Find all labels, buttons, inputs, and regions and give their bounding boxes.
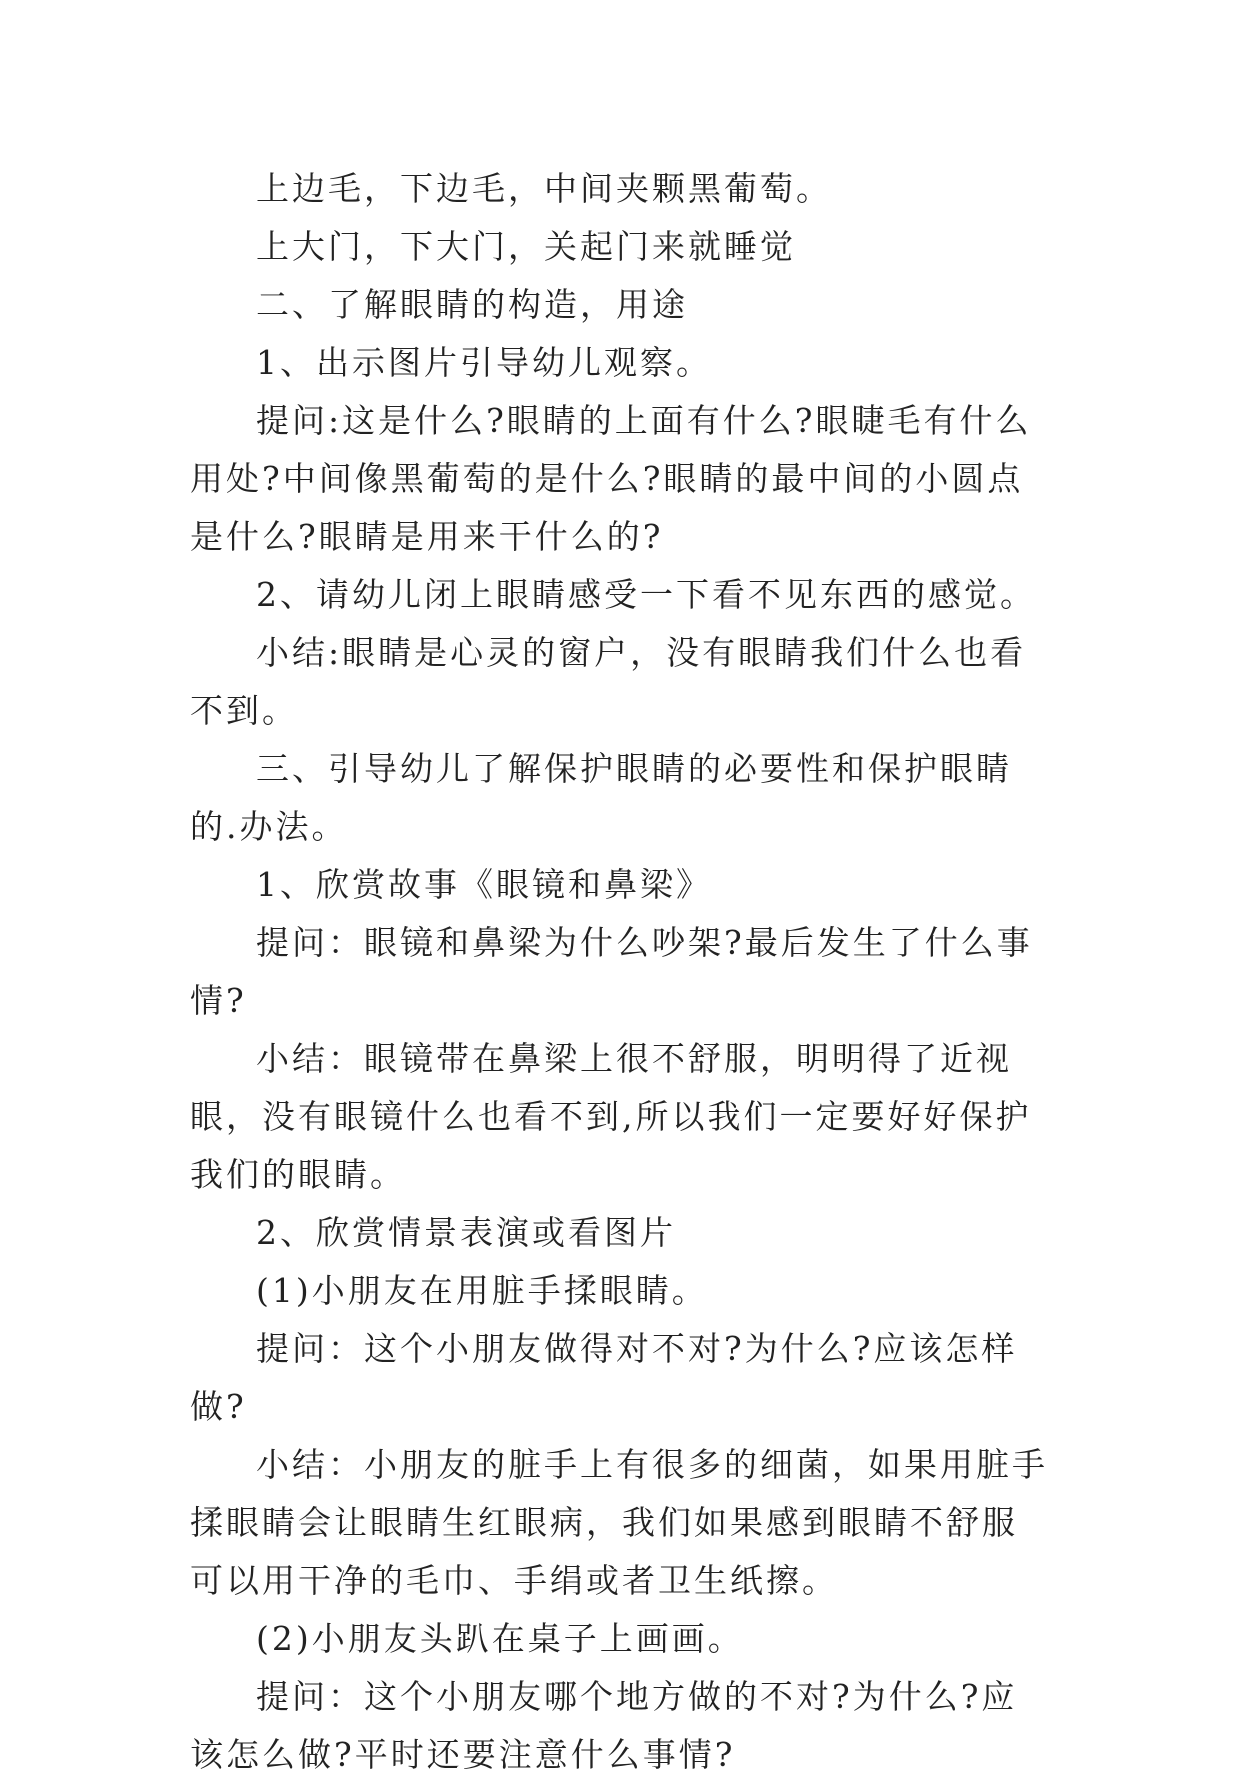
document-body [190,160,1050,1784]
paragraph-scene-intro: 2、欣赏情景表演或看图片 [256,1213,676,1252]
paragraph-question-4: 提问：这个小朋友哪个地方做的不对?为什么?应该怎么做?平时还要注意什么事情? [190,1677,1018,1774]
paragraph-riddle-2: 上大门，下大门，关起门来就睡觉 [256,227,796,266]
section-heading-2: 二、了解眼睛的构造，用途 [256,285,688,324]
section-heading-3: 三、引导幼儿了解保护眼睛的必要性和保护眼睛的.办法。 [190,749,1012,846]
paragraph-question-3: 提问：这个小朋友做得对不对?为什么?应该怎样做? [190,1329,1018,1426]
paragraph-summary-1: 小结:眼睛是心灵的窗户，没有眼睛我们什么也看不到。 [190,633,1027,730]
paragraph-riddle-1: 上边毛，下边毛，中间夹颗黑葡萄。 [256,169,832,208]
paragraph-scene-1: (1)小朋友在用脏手揉眼睛。 [256,1271,708,1310]
paragraph-step-1: 1、出示图片引导幼儿观察。 [256,343,712,382]
paragraph-summary-2: 小结：眼镜带在鼻梁上很不舒服，明明得了近视眼，没有眼镜什么也看不到,所以我们一定要好好保护我们的眼睛。 [190,1039,1032,1194]
paragraph-summary-3: 小结：小朋友的脏手上有很多的细菌，如果用脏手揉眼睛会让眼睛生红眼病，我们如果感到眼睛不舒服可以用干净的毛巾、手绢或者卫生纸擦。 [190,1445,1048,1600]
paragraph-step-2: 2、请幼儿闭上眼睛感受一下看不见东西的感觉。 [256,575,1036,614]
paragraph-question-1: 提问:这是什么?眼睛的上面有什么?眼睫毛有什么用处?中间像黑葡萄的是什么?眼睛的最中间的小圆点是什么?眼睛是用来干什么的? [190,401,1032,556]
paragraph-question-2: 提问：眼镜和鼻梁为什么吵架?最后发生了什么事情? [190,923,1033,1020]
paragraph-story: 1、欣赏故事《眼镜和鼻梁》 [256,865,712,904]
paragraph-scene-2: (2)小朋友头趴在桌子上画画。 [256,1619,744,1658]
